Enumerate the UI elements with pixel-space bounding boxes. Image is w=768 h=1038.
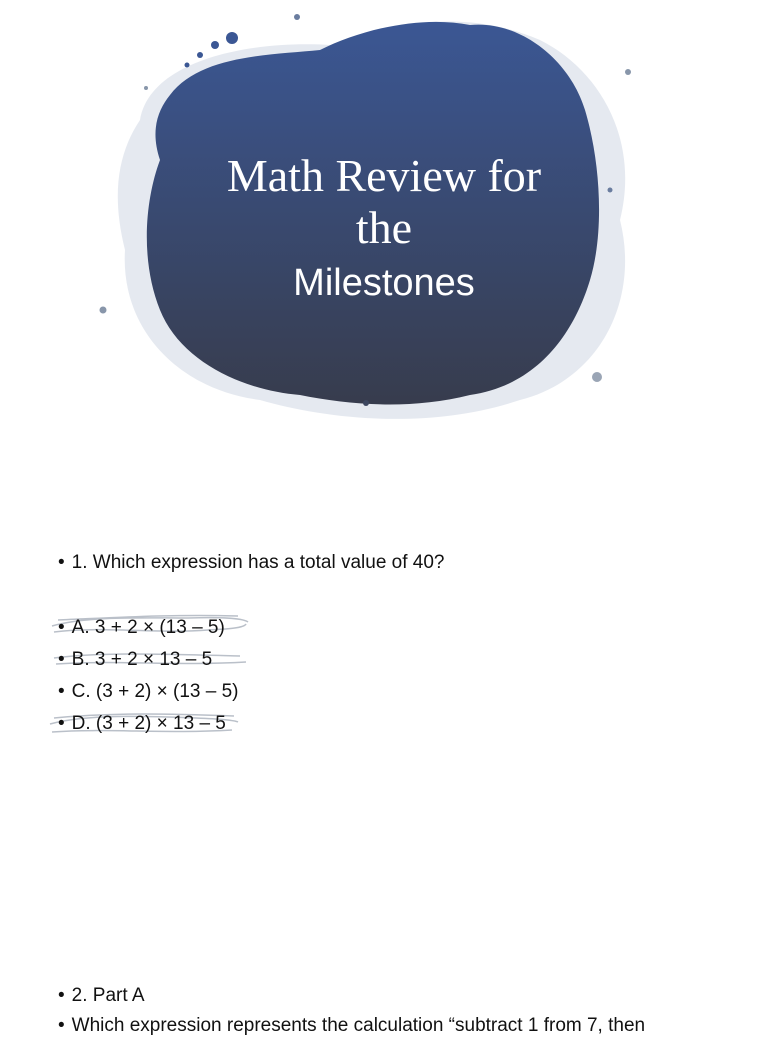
question-1-prompt: • 1. Which expression has a total value of 40? xyxy=(58,551,445,575)
answer-option-c: • C. (3 + 2) × (13 – 5) xyxy=(58,680,239,704)
title-line-2: the xyxy=(355,202,413,253)
title-slide xyxy=(0,0,768,432)
title-line-3: Milestones xyxy=(293,262,475,304)
answer-option-a: • A. 3 + 2 × (13 – 5) xyxy=(58,616,225,640)
answer-option-d: • D. (3 + 2) × 13 – 5 xyxy=(58,712,226,736)
question-2-part-label: • 2. Part A xyxy=(58,984,145,1008)
title-line-1: Math Review for xyxy=(226,150,542,201)
slide-title xyxy=(150,150,618,312)
answer-option-b: • B. 3 + 2 × 13 – 5 xyxy=(58,648,212,672)
question-2-prompt: • Which expression represents the calculation “subtract 1 from 7, then xyxy=(58,1014,645,1038)
